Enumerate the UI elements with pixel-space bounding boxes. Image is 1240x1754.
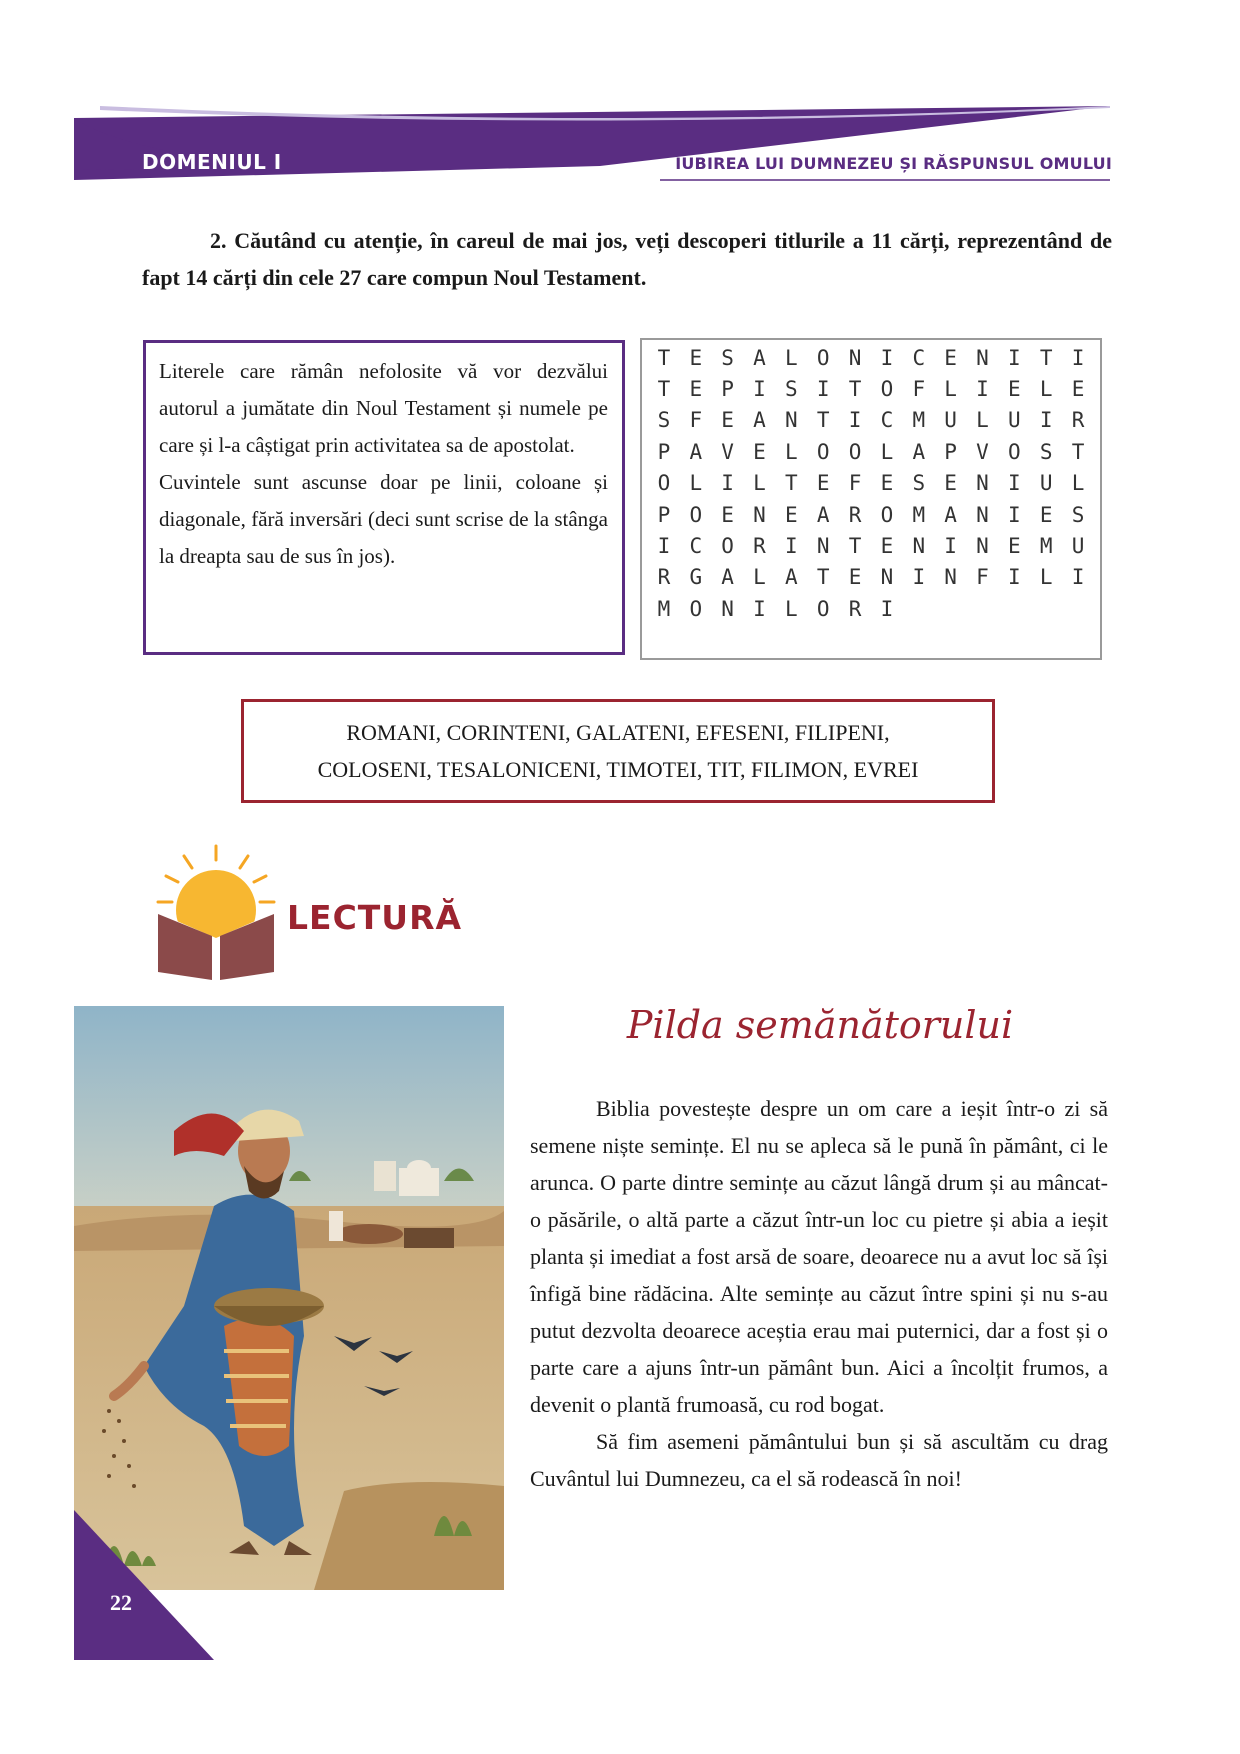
grid-letter: I [753, 377, 766, 402]
grid-letter: T [848, 534, 862, 559]
grid-letter: E [1008, 377, 1021, 402]
grid-letter: E [816, 471, 830, 496]
sower-illustration [74, 1006, 504, 1590]
grid-letter: I [848, 408, 862, 433]
grid-letter: T [1039, 345, 1053, 370]
grid-letter: N [976, 534, 989, 559]
grid-letter: C [880, 408, 894, 433]
grid-letter: R [848, 596, 862, 621]
grid-letter: I [912, 565, 926, 590]
page-corner [74, 1510, 214, 1660]
grid-letter: P [721, 377, 734, 402]
grid-letter: R [1071, 408, 1085, 433]
task-instruction [142, 222, 1112, 296]
grid-letter: C [689, 534, 703, 559]
grid-letter: I [785, 534, 798, 559]
grid-letter: O [848, 439, 862, 464]
grid-letter: A [816, 502, 830, 527]
grid-letter: V [976, 439, 989, 464]
grid-letter: I [816, 377, 830, 402]
grid-letter: O [657, 471, 671, 496]
grid-letter: I [1008, 471, 1021, 496]
grid-letter: O [1008, 439, 1021, 464]
grid-letter: N [976, 471, 989, 496]
grid-letter: F [976, 565, 989, 590]
grid-letter: M [912, 408, 926, 433]
grid-letter: L [1039, 377, 1053, 402]
grid-letter: N [848, 345, 862, 370]
grid-letter: N [880, 565, 894, 590]
grid-letter: I [1039, 408, 1053, 433]
grid-letter: T [848, 377, 862, 402]
grid-letter: F [689, 408, 703, 433]
grid-letter: I [1008, 565, 1021, 590]
grid-letter: O [816, 439, 830, 464]
grid-letter: S [1039, 439, 1053, 464]
grid-letter: T [657, 377, 671, 402]
answers-line-1: ROMANI, CORINTENI, GALATENI, EFESENI, FILIPENI, [346, 720, 890, 745]
answers-line-2: COLOSENI, TESALONICENI, TIMOTEI, TIT, FILIMON, EVREI [317, 757, 919, 782]
task-text: 2. Căutând cu atenție, în careul de mai jos, veți descoperi titlurile a 11 cărți, reprezentând de fapt 14 cărți din cele 27 care compun Noul Testament. [142, 228, 1112, 290]
grid-letter: I [1008, 502, 1021, 527]
grid-letter: U [944, 408, 957, 433]
grid-letter: I [1071, 565, 1085, 590]
grid-letter: L [1071, 471, 1085, 496]
grid-letter: S [912, 471, 926, 496]
grid-letter: L [753, 471, 766, 496]
grid-letter: L [785, 439, 798, 464]
grid-letter: T [1071, 439, 1085, 464]
story-paragraph-1: Biblia povestește despre un om care a ieșit într-o zi să semene niște semințe. El nu se apleca să le pună în pământ, ci le arunca. O parte dintre semințe au căzut lângă drum și au mâncat-o păsările, o altă parte a căzut într-un loc cu pietre și abia a ieșit planta și imediat a fost arsă de soare, deoarece nu a avut loc să își înfigă bine rădăcina. Alte semințe au căzut între spini și nu s-au putut dezvolta deoarece aceștia erau mai puternici, dar a fost și o parte care a ajuns într-un pământ bun. Aici a încolțit frumos, a devenit o plantă frumoasă, cu rod bogat. [530, 1096, 1108, 1417]
grid-letter: G [689, 565, 703, 590]
grid-letter: S [721, 345, 734, 370]
lectura-heading: LECTURĂ [287, 898, 463, 937]
grid-letter: A [689, 439, 703, 464]
domain-label: DOMENIUL I [142, 150, 282, 174]
grid-letter: L [944, 377, 957, 402]
grid-letter: E [689, 377, 703, 402]
grid-letter: L [753, 565, 766, 590]
page-number: 22 [110, 1590, 132, 1615]
grid-letter: N [976, 502, 989, 527]
grid-letter: A [944, 502, 957, 527]
grid-letter: O [816, 345, 830, 370]
story-paragraph-2: Să fim asemeni pământului bun și să ascultăm cu drag Cuvântul lui Dumnezeu, ca el să rodească în noi! [530, 1429, 1108, 1491]
story-title: Pilda semănătorului [626, 1003, 1014, 1047]
grid-letter: T [816, 565, 830, 590]
grid-letter: A [785, 565, 798, 590]
answers-box [241, 699, 995, 803]
grid-letter: I [1071, 345, 1085, 370]
grid-letter: E [848, 565, 862, 590]
grid-letter: N [753, 502, 766, 527]
grid-letter: T [816, 408, 830, 433]
grid-letter: U [1008, 408, 1021, 433]
chapter-title: IUBIREA LUI DUMNEZEU ȘI RĂSPUNSUL OMULUI [675, 154, 1112, 173]
grid-letter: O [880, 502, 894, 527]
grid-letter: U [1071, 534, 1085, 559]
grid-letter: F [912, 377, 926, 402]
grid-letter: L [785, 345, 798, 370]
grid-letter: L [880, 439, 894, 464]
grid-letter: E [753, 439, 766, 464]
grid-letter: R [753, 534, 766, 559]
grid-letter: I [1008, 345, 1021, 370]
grid-letter: O [880, 377, 894, 402]
grid-letter: A [721, 565, 734, 590]
sun-book-icon [154, 840, 278, 982]
grid-letter: S [1071, 502, 1085, 527]
grid-letter: E [1071, 377, 1085, 402]
grid-letter: R [848, 502, 862, 527]
grid-letter: S [785, 377, 798, 402]
grid-letter: L [1039, 565, 1053, 590]
grid-letter: L [689, 471, 703, 496]
grid-letter: I [880, 596, 894, 621]
grid-letter: E [880, 471, 894, 496]
grid-letter: I [880, 345, 894, 370]
info-paragraph-2: Cuvintele sunt ascunse doar pe linii, coloane și diagonale, fără inversări (deci sunt scrise de la stânga la dreapta sau de sus în jos). [159, 470, 608, 568]
grid-letter: L [976, 408, 989, 433]
grid-letter: O [689, 502, 703, 527]
grid-letter: V [721, 439, 734, 464]
grid-letter: N [912, 534, 926, 559]
grid-letter: P [657, 502, 671, 527]
grid-letter: E [880, 534, 894, 559]
grid-letter: E [689, 345, 703, 370]
grid-letter: E [785, 502, 798, 527]
grid-letter: A [753, 345, 766, 370]
grid-letter: I [976, 377, 989, 402]
grid-letter: M [912, 502, 926, 527]
grid-letter: E [1039, 502, 1053, 527]
grid-letter: O [816, 596, 830, 621]
grid-letter: I [753, 596, 766, 621]
grid-letter: M [1039, 534, 1053, 559]
grid-letter: M [657, 596, 671, 621]
word-search-grid [640, 338, 1102, 660]
grid-letter: P [657, 439, 671, 464]
grid-letter: N [785, 408, 798, 433]
grid-letter: I [721, 471, 734, 496]
grid-letter: N [816, 534, 830, 559]
grid-letter: I [657, 534, 671, 559]
grid-letter: A [912, 439, 926, 464]
grid-letter: L [785, 596, 798, 621]
grid-letter: E [944, 345, 957, 370]
grid-letter: U [1039, 471, 1053, 496]
grid-letter: T [785, 471, 798, 496]
grid-letter: N [944, 565, 957, 590]
grid-letter: N [721, 596, 734, 621]
grid-letter: O [721, 534, 734, 559]
grid-letter: P [944, 439, 957, 464]
grid-letter: R [657, 565, 671, 590]
grid-letter: S [657, 408, 671, 433]
grid-letter: I [944, 534, 957, 559]
grid-letter: N [976, 345, 989, 370]
grid-letter: O [689, 596, 703, 621]
grid-letter: F [848, 471, 862, 496]
grid-letter: E [1008, 534, 1021, 559]
grid-letter: E [721, 502, 734, 527]
grid-letter: T [657, 345, 671, 370]
info-paragraph-1: Literele care rămân nefolosite vă vor dezvălui autorul a jumătate din Noul Testament și numele pe care și l-a câștigat prin activitatea sa de apostolat. [159, 359, 608, 457]
grid-letter: A [753, 408, 766, 433]
info-box [143, 340, 625, 655]
grid-letter: E [721, 408, 734, 433]
grid-letter: E [944, 471, 957, 496]
story-text [530, 1090, 1108, 1497]
grid-letter: C [912, 345, 926, 370]
